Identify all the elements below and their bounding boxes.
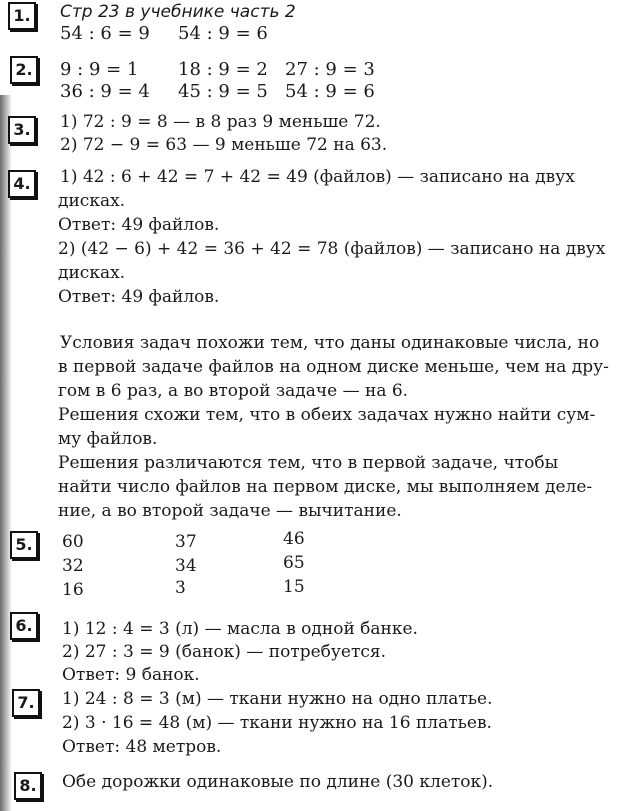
task-2-equation: 27 : 9 = 3 <box>285 59 375 80</box>
task-3-line: 1) 72 : 9 = 8 — в 8 раз 9 меньше 72. <box>60 112 381 132</box>
task-2-equation: 18 : 9 = 2 <box>178 59 268 80</box>
task-5-number: 5. <box>10 531 38 559</box>
task-1-equation: 54 : 9 = 6 <box>178 23 268 44</box>
task-2-number: 2. <box>10 56 38 84</box>
task-4-line: 2) (42 − 6) + 42 = 36 + 42 = 78 (файлов) — записано на двух <box>58 239 606 259</box>
task-4-paragraph-line: найти число файлов на первом диске, мы выполняем деле- <box>58 477 593 497</box>
task-3-number: 3. <box>8 116 36 144</box>
task-7-line: 2) 3 · 16 = 48 (м) — ткани нужно на 16 платьев. <box>62 713 492 733</box>
task-8-line: Обе дорожки одинаковые по длине (30 клеток). <box>62 772 494 792</box>
task-5-value: 16 <box>62 580 84 600</box>
task-2-equation: 9 : 9 = 1 <box>60 59 139 80</box>
task-5-value: 3 <box>175 578 186 598</box>
task-4-paragraph-line: ние, а во второй задаче — вычитание. <box>58 501 402 521</box>
task-2-equation: 36 : 9 = 4 <box>60 81 150 102</box>
task-4-number: 4. <box>8 170 36 198</box>
task-6-line: 1) 12 : 4 = 3 (л) — масла в одной банке. <box>62 619 418 639</box>
task-5-value: 15 <box>283 577 305 597</box>
task-4-line: Ответ: 49 файлов. <box>58 215 220 235</box>
task-5-value: 37 <box>175 532 197 552</box>
task-5-value: 65 <box>283 553 305 573</box>
task-4-line: дисках. <box>58 263 126 283</box>
task-6-line: Ответ: 9 банок. <box>62 665 200 685</box>
task-4-paragraph-line: му файлов. <box>58 429 158 449</box>
task-1-number: 1. <box>8 2 36 30</box>
task-2-equation: 45 : 9 = 5 <box>178 81 268 102</box>
task-6-line: 2) 27 : 3 = 9 (банок) — потребуется. <box>62 642 387 662</box>
task-4-line: Ответ: 49 файлов. <box>58 287 220 307</box>
task-1-equation: 54 : 6 = 9 <box>60 23 150 44</box>
task-6-number: 6. <box>10 612 38 640</box>
task-4-paragraph-line: Решения различаются тем, что в первой задаче, чтобы <box>58 453 559 473</box>
task-2-equation: 54 : 9 = 6 <box>285 81 375 102</box>
task-4-paragraph-line: в первой задаче файлов на одном диске меньше, чем на дру- <box>58 357 609 377</box>
task-5-value: 32 <box>62 556 84 576</box>
task-1-header: Стр 23 в учебнике часть 2 <box>60 2 296 22</box>
task-4-line: дисках. <box>58 191 126 211</box>
task-5-value: 46 <box>283 529 305 549</box>
scan-shadow-edge <box>0 95 12 811</box>
task-7-line: Ответ: 48 метров. <box>62 737 222 757</box>
task-7-line: 1) 24 : 8 = 3 (м) — ткани нужно на одно платье. <box>62 689 493 709</box>
task-7-number: 7. <box>12 689 40 717</box>
task-5-value: 60 <box>62 532 84 552</box>
task-4-line: 1) 42 : 6 + 42 = 7 + 42 = 49 (файлов) — записано на двух <box>60 167 575 187</box>
task-3-line: 2) 72 − 9 = 63 — 9 меньше 72 на 63. <box>60 135 388 155</box>
task-4-paragraph-line: Решения схожи тем, что в обеих задачах нужно найти сум- <box>58 405 596 425</box>
task-8-number: 8. <box>14 772 42 800</box>
task-4-paragraph-line: гом в 6 раз, а во второй задаче — на 6. <box>58 381 409 401</box>
task-4-paragraph-line: Условия задач похожи тем, что даны одинаковые числа, но <box>60 333 600 353</box>
task-5-value: 34 <box>175 556 197 576</box>
